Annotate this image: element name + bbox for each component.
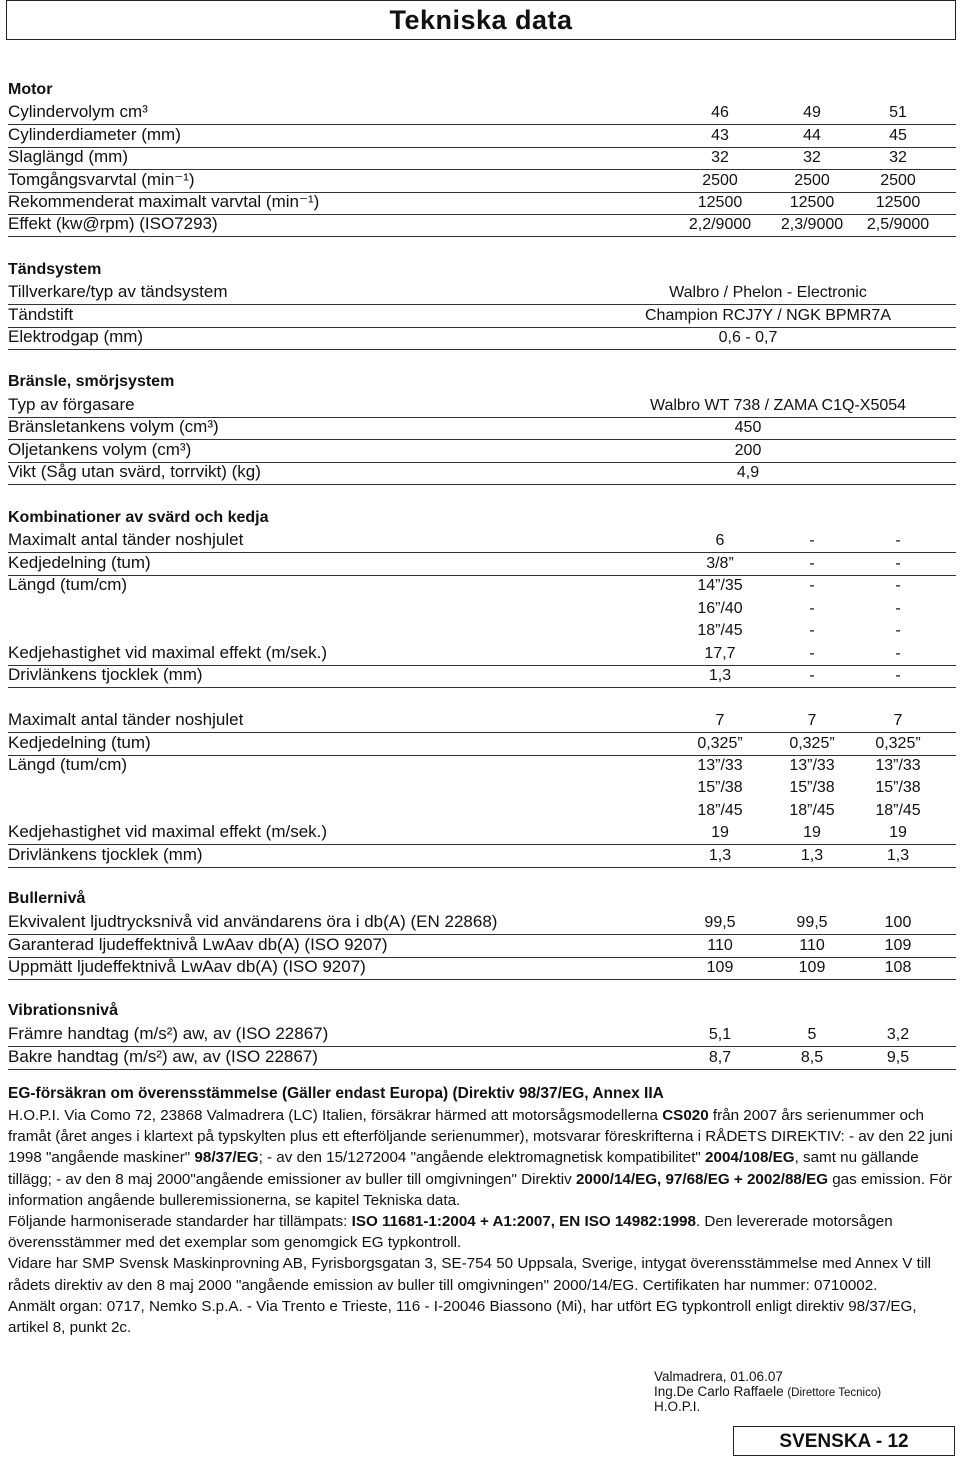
text-run: , samt nu gällande tillägg; - av den 8 maj 2000"angående emissioner av buller till omgivningen" Direktiv — [8, 1149, 919, 1188]
spec-value: 5,1 — [708, 1026, 732, 1043]
spec-label: Typ av förgasare — [8, 395, 135, 414]
spec-value: 6 — [715, 532, 725, 549]
spec-value: 3,2 — [886, 1026, 910, 1043]
spec-value: 19 — [889, 824, 907, 841]
spec-value: 110 — [707, 937, 733, 954]
page-footer — [733, 1426, 955, 1456]
spec-value: 16”/40 — [697, 600, 743, 617]
spec-value: 1,3 — [708, 847, 732, 864]
spec-label: Tändstift — [8, 305, 74, 324]
spec-row — [8, 553, 956, 576]
declaration-paragraph: Vidare har SMP Svensk Maskinprovning AB, Fyrisborgsgatan 3, SE-754 50 Uppsala, Sverige, intygat överensstämmelse med Annex V till rådets direktiv av den 8 maj 2000 "angående emission av buller till omgivningen" 2000/14/EG. Certifikaten har nummer: 0710002. — [8, 1255, 931, 1294]
spec-value: - — [895, 577, 901, 594]
spec-row — [8, 643, 956, 666]
spec-row — [8, 733, 956, 756]
model-code: CS020 — [662, 1107, 709, 1124]
spec-row — [8, 530, 956, 553]
spec-row — [8, 1024, 956, 1047]
spec-value: 43 — [711, 127, 729, 144]
directive-code: 2004/108/EG — [705, 1149, 795, 1167]
spec-value: 51 — [889, 104, 907, 121]
spec-label: Ekvivalent ljudtrycksnivå vid användarens öra i db(A) (EN 22868) — [8, 912, 498, 931]
spec-value: 2500 — [880, 172, 916, 189]
spec-row — [8, 800, 956, 822]
spec-label: Vikt (Såg utan svärd, torrvikt) (kg) — [8, 462, 261, 481]
declaration-paragraph: Anmält organ: 0717, Nemko S.p.A. - Via Trento e Trieste, 116 - I-20046 Biassono (Mi), har utfört EG typkontroll enligt direktiv 98/37/EG, artikel 8, punkt 2c. — [8, 1297, 917, 1337]
spec-value: 1,3 — [800, 847, 824, 864]
spec-value: 18”/45 — [875, 802, 921, 819]
section-heading-motor: Motor — [8, 81, 53, 98]
spec-value: Walbro / Phelon - Electronic — [669, 284, 867, 301]
spec-label: Drivlänkens tjocklek (mm) — [8, 845, 203, 864]
spec-value: 19 — [803, 824, 821, 841]
text-run: Följande harmoniserade standarder har tillämpats: — [8, 1213, 352, 1231]
spec-value: 15”/38 — [697, 779, 743, 796]
spec-value: 3/8” — [706, 555, 734, 572]
declaration-paragraph — [8, 1105, 958, 1211]
spec-value: - — [809, 532, 815, 549]
spec-row — [8, 957, 956, 980]
page-number-label: SVENSKA - 12 — [779, 1431, 909, 1452]
signatory-name: Ing.De Carlo Raffaele — [654, 1383, 784, 1399]
spec-value: 15”/38 — [875, 779, 921, 796]
spec-row — [8, 125, 956, 148]
declaration-body — [8, 1105, 958, 1338]
spec-value: 109 — [884, 937, 912, 954]
spec-value: 99,5 — [796, 914, 828, 931]
spec-value: 12500 — [875, 194, 921, 211]
spec-value: - — [895, 645, 901, 662]
section-heading-fuel: Bränsle, smörjsystem — [8, 373, 175, 390]
spec-row — [8, 214, 956, 237]
spec-row — [8, 305, 956, 328]
spec-label: Uppmätt ljudeffektnivå LwAav db(A) (ISO 9207) — [8, 957, 366, 976]
spec-value: 2500 — [702, 172, 738, 189]
spec-row — [8, 462, 956, 485]
spec-label: Kedjehastighet vid maximal effekt (m/sek.) — [8, 822, 328, 841]
spec-value: 450 — [734, 419, 762, 436]
spec-value: - — [895, 600, 901, 617]
spec-value: 0,325” — [697, 735, 743, 752]
spec-label: Bakre handtag (m/s²) aw, av (ISO 22867) — [8, 1047, 318, 1066]
spec-value: 200 — [734, 442, 762, 459]
declaration-paragraph — [8, 1211, 958, 1253]
spec-row — [8, 170, 956, 193]
spec-value: 2,5/9000 — [866, 216, 930, 233]
standard-code: ISO 11681-1:2004 + A1:2007, EN ISO 14982:1998 — [351, 1213, 696, 1231]
section-heading-ignition: Tändsystem — [8, 261, 102, 278]
spec-value: 109 — [706, 959, 734, 976]
spec-value: 7 — [715, 712, 725, 729]
spec-value: 0,6 - 0,7 — [718, 329, 778, 346]
spec-row — [8, 777, 956, 799]
spec-value: 108 — [884, 959, 912, 976]
spec-label: Garanterad ljudeffektnivå LwAav db(A) (ISO 9207) — [8, 935, 388, 954]
declaration-heading: EG-försäkran om överensstämmelse (Gäller endast Europa) (Direktiv 98/37/EG, Annex IIA — [8, 1085, 664, 1102]
spec-label: Effekt (kw@rpm) (ISO7293) — [8, 214, 218, 233]
spec-value: 8,5 — [800, 1049, 824, 1066]
spec-row — [8, 192, 956, 215]
spec-value: 32 — [889, 149, 907, 166]
spec-row — [8, 598, 956, 620]
spec-label: Längd (tum/cm) — [8, 575, 128, 594]
spec-label: Elektrodgap (mm) — [8, 327, 144, 346]
spec-value: 8,7 — [708, 1049, 732, 1066]
spec-label: Maximalt antal tänder noshjulet — [8, 710, 244, 729]
spec-value: 110 — [799, 937, 825, 954]
spec-label: Oljetankens volym (cm³) — [8, 440, 192, 459]
spec-value: 19 — [711, 824, 729, 841]
spec-value: - — [809, 600, 815, 617]
spec-value: - — [895, 532, 901, 549]
spec-value: Champion RCJ7Y / NGK BPMR7A — [644, 307, 891, 324]
spec-value: 7 — [807, 712, 817, 729]
spec-row — [8, 440, 956, 463]
spec-row — [8, 665, 956, 688]
spec-value: 14”/35 — [697, 577, 743, 594]
spec-value: - — [809, 645, 815, 662]
spec-value: 99,5 — [704, 914, 736, 931]
spec-value: 13”/33 — [789, 757, 835, 774]
spec-row — [8, 282, 956, 305]
spec-value: 18”/45 — [789, 802, 835, 819]
spec-label: Drivlänkens tjocklek (mm) — [8, 665, 203, 684]
spec-value: 1,3 — [708, 667, 732, 684]
spec-row — [8, 935, 956, 958]
spec-row — [8, 822, 956, 845]
spec-label: Kedjedelning (tum) — [8, 733, 151, 752]
spec-value: 13”/33 — [697, 757, 743, 774]
spec-row — [8, 395, 956, 418]
place-date: Valmadrera, 01.06.07 — [654, 1369, 783, 1384]
spec-row — [8, 710, 956, 733]
spec-value: 13”/33 — [875, 757, 921, 774]
signature-block — [654, 1370, 881, 1415]
spec-value: 49 — [803, 104, 821, 121]
spec-value: 15”/38 — [789, 779, 835, 796]
spec-value: 46 — [711, 104, 729, 121]
text-run: . Den levererade motorsågen överensstämmer med det exemplar som genomgick EG typkontroll. — [8, 1213, 893, 1252]
spec-row — [8, 147, 956, 170]
spec-value: 0,325” — [789, 735, 835, 752]
spec-row — [8, 575, 956, 597]
spec-value: 32 — [711, 149, 729, 166]
spec-row — [8, 620, 956, 642]
spec-label: Rekommenderat maximalt varvtal (min⁻¹) — [8, 192, 320, 211]
directive-code: 2000/14/EG, 97/68/EG + 2002/88/EG — [575, 1170, 829, 1188]
spec-value: 17,7 — [704, 645, 736, 662]
spec-value: 2,2/9000 — [688, 216, 752, 233]
spec-label: Längd (tum/cm) — [8, 755, 128, 774]
spec-value: 2500 — [794, 172, 830, 189]
spec-label: Bränsletankens volym (cm³) — [8, 417, 219, 436]
spec-value: 0,325” — [875, 735, 921, 752]
spec-row — [8, 1047, 956, 1070]
spec-value: 9,5 — [886, 1049, 910, 1066]
spec-value: 45 — [889, 127, 907, 144]
spec-value: - — [895, 667, 901, 684]
spec-label: Slaglängd (mm) — [8, 147, 128, 166]
spec-row — [8, 845, 956, 868]
spec-value: 100 — [884, 914, 912, 931]
spec-value: 18”/45 — [697, 622, 743, 639]
spec-label: Maximalt antal tänder noshjulet — [8, 530, 244, 549]
spec-value: 5 — [807, 1026, 817, 1043]
spec-value: 109 — [798, 959, 826, 976]
spec-value: 7 — [893, 712, 903, 729]
text-run: ; - av den 15/1272004 "angående elektromagnetisk kompatibilitet" — [258, 1149, 706, 1167]
spec-value: 18”/45 — [697, 802, 743, 819]
spec-label: Tomgångsvarvtal (min⁻¹) — [8, 170, 195, 189]
company-name: H.O.P.I. — [654, 1399, 701, 1414]
directive-code: 98/37/EG — [194, 1149, 259, 1167]
spec-label: Kedjedelning (tum) — [8, 553, 151, 572]
spec-label: Främre handtag (m/s²) aw, av (ISO 22867) — [8, 1024, 329, 1043]
spec-value: 12500 — [697, 194, 743, 211]
spec-row — [8, 912, 956, 935]
spec-value: 44 — [803, 127, 821, 144]
spec-value: 4,9 — [736, 464, 760, 481]
spec-value: - — [809, 667, 815, 684]
text-run: från 2007 års serienummer och framåt (året anges i klartext på typskylten plus ett efterföljande serienummer), motsvarar föreskrifterna i RÅDETS DIREKTIV: - av den 22 juni 1998 "angående maskiner" — [8, 1107, 953, 1167]
signatory-role: (Direttore Tecnico) — [787, 1386, 882, 1399]
page-title: Tekniska data — [389, 5, 573, 35]
spec-value: - — [809, 555, 815, 572]
section-heading-combinations: Kombinationer av svärd och kedja — [8, 509, 269, 526]
title-box — [6, 0, 956, 40]
spec-row — [8, 327, 956, 350]
spec-label: Kedjehastighet vid maximal effekt (m/sek.) — [8, 643, 328, 662]
signatory — [654, 1385, 881, 1401]
spec-row — [8, 755, 956, 777]
text-run: gas emission. För information angående bulleremissionerna, se kapitel Tekniska data. — [8, 1170, 953, 1209]
spec-value: - — [895, 555, 901, 572]
spec-row — [8, 417, 956, 440]
spec-label: Tillverkare/typ av tändsystem — [8, 282, 228, 301]
spec-value: 1,3 — [886, 847, 910, 864]
spec-value: - — [895, 622, 901, 639]
spec-value: - — [809, 577, 815, 594]
spec-row — [8, 102, 956, 125]
spec-label: Cylindervolym cm³ — [8, 102, 148, 121]
spec-value: 12500 — [789, 194, 835, 211]
section-heading-vibration: Vibrationsnivå — [8, 1002, 118, 1019]
spec-value: 2,3/9000 — [780, 216, 844, 233]
text-run: H.O.P.I. Via Como 72, 23868 Valmadrera (LC) Italien, försäkrar härmed att motorsågsmodellerna — [8, 1107, 663, 1124]
spec-value: Walbro WT 738 / ZAMA C1Q-X5054 — [649, 397, 907, 414]
spec-label: Cylinderdiameter (mm) — [8, 125, 181, 144]
section-heading-noise: Bullernivå — [8, 890, 86, 907]
spec-value: - — [809, 622, 815, 639]
spec-value: 32 — [803, 149, 821, 166]
